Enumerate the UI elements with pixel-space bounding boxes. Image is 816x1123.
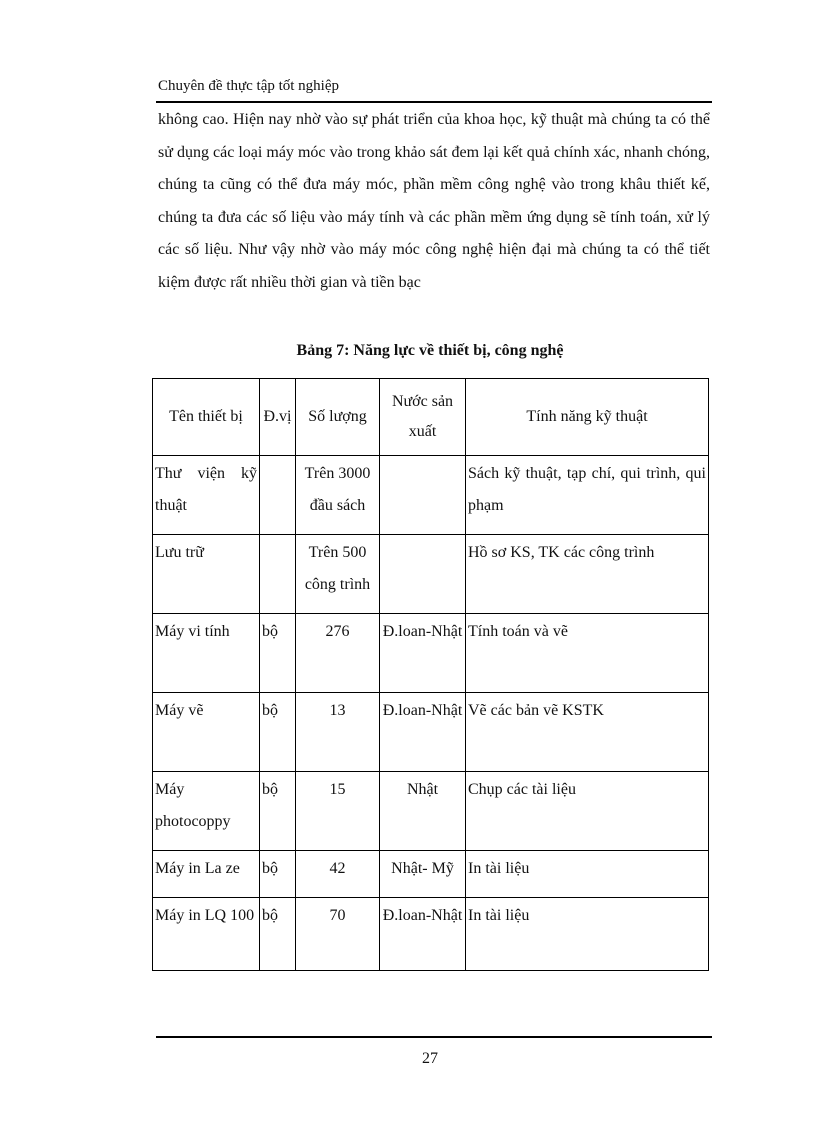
equipment-table bbox=[152, 378, 709, 971]
header-name: Tên thiết bị bbox=[153, 379, 260, 456]
cell-features: Sách kỹ thuật, tạp chí, qui trình, qui phạm bbox=[466, 456, 709, 535]
cell-features: Tính toán và vẽ bbox=[466, 614, 709, 693]
cell-unit bbox=[260, 456, 296, 535]
cell-name: Máy in La ze bbox=[153, 851, 260, 898]
page-number: 27 bbox=[422, 1050, 438, 1067]
table-row bbox=[153, 535, 709, 614]
table-row bbox=[153, 456, 709, 535]
running-header: Chuyên đề thực tập tốt nghiệp bbox=[158, 78, 340, 94]
header-divider bbox=[156, 101, 712, 103]
cell-name: Máy vi tính bbox=[153, 614, 260, 693]
cell-unit: bộ bbox=[260, 898, 296, 971]
cell-unit: bộ bbox=[260, 772, 296, 851]
cell-quantity: 13 bbox=[296, 693, 380, 772]
table-row bbox=[153, 614, 709, 693]
table-row bbox=[153, 851, 709, 898]
cell-quantity: Trên 3000 đầu sách bbox=[296, 456, 380, 535]
cell-quantity: 276 bbox=[296, 614, 380, 693]
footer-divider bbox=[156, 1036, 712, 1038]
cell-origin: Nhật- Mỹ bbox=[380, 851, 466, 898]
cell-features: In tài liệu bbox=[466, 851, 709, 898]
cell-origin bbox=[380, 456, 466, 535]
table-row bbox=[153, 693, 709, 772]
cell-origin: Đ.loan-Nhật bbox=[380, 693, 466, 772]
cell-name: Máy in LQ 100 bbox=[153, 898, 260, 971]
header-features: Tính năng kỹ thuật bbox=[466, 379, 709, 456]
cell-unit bbox=[260, 535, 296, 614]
table-header-row bbox=[153, 379, 709, 456]
cell-unit: bộ bbox=[260, 851, 296, 898]
table-row bbox=[153, 898, 709, 971]
header-quantity: Số lượng bbox=[296, 379, 380, 456]
cell-name: Thư viện kỹ thuật bbox=[153, 456, 260, 535]
cell-unit: bộ bbox=[260, 693, 296, 772]
cell-origin: Nhật bbox=[380, 772, 466, 851]
table-caption: Bảng 7: Năng lực về thiết bị, công nghệ bbox=[296, 342, 564, 359]
cell-name: Máy vẽ bbox=[153, 693, 260, 772]
cell-features: In tài liệu bbox=[466, 898, 709, 971]
cell-quantity: 15 bbox=[296, 772, 380, 851]
cell-origin bbox=[380, 535, 466, 614]
cell-quantity: Trên 500 công trình bbox=[296, 535, 380, 614]
table-row bbox=[153, 772, 709, 851]
cell-origin: Đ.loan-Nhật bbox=[380, 898, 466, 971]
cell-unit: bộ bbox=[260, 614, 296, 693]
body-paragraph: không cao. Hiện nay nhờ vào sự phát triển của khoa học, kỹ thuật mà chúng ta có thể sử dụng các loại máy móc vào trong khảo sát đem lại kết quả chính xác, nhanh chóng, chúng ta cũng có thể đưa máy móc, phần mềm công nghệ vào trong khâu thiết kế, chúng ta đưa các số liệu vào máy tính và các phần mềm ứng dụng sẽ tính toán, xử lý các số liệu. Như vậy nhờ vào máy móc công nghệ hiện đại mà chúng ta có thể tiết kiệm được rất nhiều thời gian và tiền bạc bbox=[158, 111, 710, 291]
header-origin: Nước sản xuất bbox=[380, 379, 466, 456]
cell-quantity: 70 bbox=[296, 898, 380, 971]
cell-quantity: 42 bbox=[296, 851, 380, 898]
cell-features: Vẽ các bản vẽ KSTK bbox=[466, 693, 709, 772]
cell-features: Chụp các tài liệu bbox=[466, 772, 709, 851]
cell-features: Hồ sơ KS, TK các công trình bbox=[466, 535, 709, 614]
cell-name: Máy photocoppy bbox=[153, 772, 260, 851]
cell-origin: Đ.loan-Nhật bbox=[380, 614, 466, 693]
header-unit: Đ.vị bbox=[260, 379, 296, 456]
cell-name: Lưu trữ bbox=[153, 535, 260, 614]
